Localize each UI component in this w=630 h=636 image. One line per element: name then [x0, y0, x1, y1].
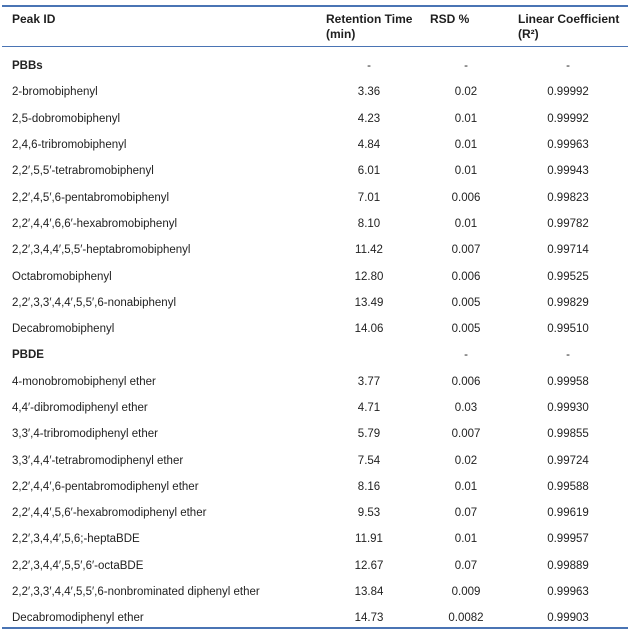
- linear-coefficient-cell: 0.99714: [547, 244, 589, 257]
- linear-coefficient-cell: -: [566, 60, 570, 73]
- table-row: [2, 474, 628, 500]
- retention-time-cell: 14.73: [354, 612, 384, 625]
- retention-time-cell: 13.49: [354, 296, 384, 309]
- table-row: [2, 132, 628, 158]
- table-row: [2, 316, 628, 342]
- peak-id-cell: 2,4,6-tribromobiphenyl: [12, 139, 127, 152]
- retention-time-cell: 4.23: [357, 112, 381, 125]
- table-row: [2, 421, 628, 447]
- retention-time-cell: 11.42: [355, 244, 383, 257]
- retention-time-cell: 13.84: [354, 586, 384, 599]
- linear-coefficient-cell: 0.99724: [547, 454, 589, 467]
- linear-coefficient-cell: 0.99903: [547, 612, 589, 625]
- rsd-cell: -: [464, 349, 468, 362]
- linear-coefficient-cell: 0.99510: [547, 323, 589, 336]
- table-row: [2, 500, 628, 526]
- table-header-row: [2, 7, 628, 51]
- table-row: [2, 579, 628, 605]
- peak-id-cell: 3,3′,4,4′-tetrabromodiphenyl ether: [12, 454, 184, 467]
- group-header-row: [2, 51, 628, 79]
- retention-time-cell: 4.71: [357, 402, 381, 414]
- peak-id-cell: 2,2′,4,4′,5,6′-hexabromodiphenyl ether: [12, 507, 207, 520]
- linear-coefficient-cell: 0.99957: [547, 533, 589, 546]
- peak-id-cell: 2,2′,4,5′,6-pentabromobiphenyl: [12, 191, 170, 204]
- table-row: [2, 263, 628, 289]
- rsd-cell: 0.007: [451, 428, 481, 441]
- peak-id-cell: 2,2′,3,4,4′,5,5′-heptabromobiphenyl: [12, 244, 191, 257]
- peak-id-cell: Octabromobiphenyl: [12, 270, 112, 283]
- retention-time-cell: 7.01: [357, 191, 381, 204]
- linear-coefficient-cell: 0.99588: [547, 480, 589, 493]
- results-table: [2, 7, 628, 632]
- rsd-cell: 0.009: [451, 586, 481, 599]
- retention-time-cell: 3.77: [357, 375, 381, 388]
- table-bottom-rule: [2, 627, 628, 629]
- retention-time-cell: 6.01: [357, 165, 381, 178]
- rsd-cell: 0.01: [454, 217, 478, 230]
- peak-id-cell: 2,2′,4,4′,6,6′-hexabromobiphenyl: [12, 217, 178, 230]
- rsd-cell: 0.02: [454, 454, 478, 467]
- table-row: [2, 79, 628, 105]
- linear-coefficient-cell: -: [566, 349, 570, 362]
- header-rsd: RSD %: [430, 12, 470, 26]
- table-row: [2, 184, 628, 210]
- rsd-cell: 0.01: [454, 139, 478, 152]
- table-row: [2, 526, 628, 552]
- linear-coefficient-cell: 0.99963: [547, 139, 589, 152]
- table-row: [2, 369, 628, 395]
- peak-id-cell: 4,4′-dibromodiphenyl ether: [12, 402, 148, 414]
- group-header-row: [2, 342, 628, 368]
- rsd-cell: 0.01: [454, 480, 478, 493]
- retention-time-cell: 9.53: [357, 507, 381, 520]
- linear-coefficient-cell: 0.99992: [547, 86, 589, 99]
- linear-coefficient-cell: 0.99943: [547, 165, 589, 178]
- retention-time-cell: 5.79: [357, 428, 381, 441]
- linear-coefficient-cell: 0.99930: [547, 402, 589, 414]
- rsd-cell: 0.005: [451, 323, 481, 336]
- linear-coefficient-cell: 0.99889: [547, 559, 589, 572]
- table-body: [2, 51, 628, 632]
- retention-time-cell: 8.10: [357, 217, 381, 230]
- rsd-cell: 0.0082: [448, 612, 484, 625]
- retention-time-cell: 14.06: [354, 323, 384, 336]
- table-row: [2, 553, 628, 579]
- peak-id-cell: 2,2′,3,4,4′,5,5′,6′-octaBDE: [12, 559, 144, 572]
- retention-time-cell: 3.36: [357, 86, 381, 99]
- peak-id-cell: PBDE: [12, 349, 44, 362]
- linear-coefficient-cell: 0.99525: [547, 270, 589, 283]
- rsd-cell: 0.01: [454, 533, 478, 546]
- rsd-cell: 0.006: [451, 270, 481, 283]
- linear-coefficient-cell: 0.99829: [547, 296, 589, 309]
- retention-time-cell: 12.67: [354, 559, 384, 572]
- retention-time-cell: 12.80: [354, 270, 384, 283]
- table-row: [2, 237, 628, 263]
- rsd-cell: 0.07: [454, 559, 478, 572]
- rsd-cell: 0.005: [451, 296, 481, 309]
- peak-id-cell: 2,5-dobromobiphenyl: [12, 112, 121, 125]
- linear-coefficient-cell: 0.99855: [547, 428, 589, 441]
- rsd-cell: 0.006: [451, 191, 481, 204]
- retention-time-cell: 8.16: [357, 480, 381, 493]
- retention-time-cell: 11.91: [355, 533, 383, 546]
- table-row: [2, 447, 628, 473]
- rsd-cell: 0.01: [454, 165, 478, 178]
- peak-id-cell: 3,3′,4-tribromodiphenyl ether: [12, 428, 158, 441]
- table-row: [2, 158, 628, 184]
- table-row: [2, 211, 628, 237]
- header-linear-coefficient: Linear Coefficient (R²): [518, 12, 620, 41]
- linear-coefficient-cell: 0.99619: [547, 507, 589, 520]
- table-row: [2, 290, 628, 316]
- peak-id-cell: 2-bromobiphenyl: [12, 86, 98, 99]
- peak-id-cell: Decabromobiphenyl: [12, 323, 115, 336]
- peak-id-cell: 2,2′,4,4′,6-pentabromodiphenyl ether: [12, 480, 199, 493]
- peak-id-cell: 2,2′,3,3′,4,4′,5,5′,6-nonabiphenyl: [12, 296, 176, 309]
- linear-coefficient-cell: 0.99782: [547, 217, 589, 230]
- rsd-cell: 0.07: [454, 507, 478, 520]
- peak-id-cell: 2,2′,3,4,4′,5,6;-heptaBDE: [12, 533, 140, 546]
- retention-time-cell: [314, 342, 424, 368]
- peak-id-cell: 2,2′,3,3′,4,4′,5,5′,6-nonbrominated diphenyl ether: [12, 586, 260, 599]
- retention-time-cell: 7.54: [357, 454, 381, 467]
- rsd-cell: 0.01: [454, 112, 478, 125]
- header-retention-time: Retention Time (min): [326, 12, 413, 41]
- table-row: [2, 106, 628, 132]
- rsd-cell: 0.007: [451, 244, 481, 257]
- rsd-cell: 0.02: [454, 86, 478, 99]
- linear-coefficient-cell: 0.99823: [547, 191, 589, 204]
- retention-time-cell: -: [367, 60, 371, 73]
- table-row: [2, 395, 628, 421]
- rsd-cell: 0.006: [451, 375, 481, 388]
- header-peak-id: Peak ID: [12, 12, 56, 26]
- rsd-cell: 0.03: [454, 402, 478, 414]
- linear-coefficient-cell: 0.99963: [547, 586, 589, 599]
- rsd-cell: -: [464, 60, 468, 73]
- peak-id-cell: PBBs: [12, 60, 43, 73]
- linear-coefficient-cell: 0.99958: [547, 375, 589, 388]
- peak-id-cell: 2,2′,5,5′-tetrabromobiphenyl: [12, 165, 154, 178]
- peak-id-cell: Decabromodiphenyl ether: [12, 612, 144, 625]
- peak-id-cell: 4-monobromobiphenyl ether: [12, 375, 156, 388]
- linear-coefficient-cell: 0.99992: [547, 112, 589, 125]
- retention-time-cell: 4.84: [357, 139, 381, 152]
